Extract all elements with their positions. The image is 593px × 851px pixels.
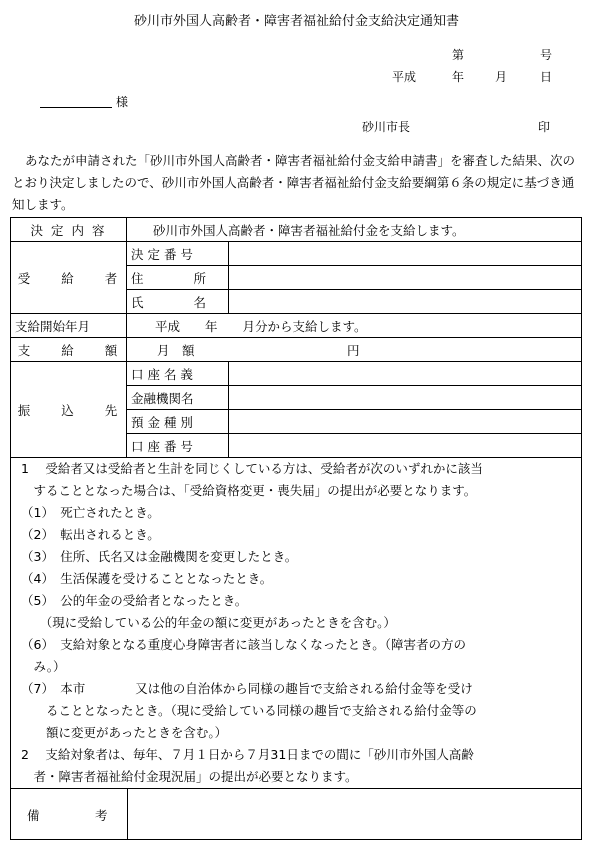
start-label: 支給開始年月 (11, 314, 127, 338)
account-number-label: 口 座 番 号 (127, 434, 229, 458)
monthly-label: 月 額 (157, 342, 195, 358)
date-year: 年 (452, 70, 465, 84)
remarks-label-cell (11, 789, 128, 839)
note-line: み。） (21, 659, 66, 674)
account-name-value (229, 362, 582, 386)
note-line: することとなった場合は、「受給資格変更・喪失届」の提出が必要となります。 (21, 483, 477, 498)
decision-number-value (229, 242, 582, 266)
notes-section (10, 437, 582, 789)
addressee-line (40, 93, 112, 108)
start-value: 平成 年 月分から支給します。 (127, 314, 582, 338)
note-line: 者・障害者福祉給付金現況届」の提出が必要となります。 (21, 769, 358, 784)
note-line: （5） 公的年金の受給者となったとき。 (21, 593, 248, 608)
note-line: （6） 支給対象となる重度心身障害者に該当しなくなったとき。（障害者の方の (21, 637, 466, 652)
note-line: （現に受給している公的年金の額に変更があったときを含む。） (21, 615, 396, 630)
recipient-label: 受 給 者 (11, 242, 127, 314)
note-line: 額に変更があったときを含む。） (21, 725, 228, 740)
date-day: 日 (540, 70, 553, 84)
transfer-label: 振 込 先 (11, 362, 127, 458)
number-dai: 第 (452, 48, 465, 62)
note-line: （1） 死亡されたとき。 (21, 505, 160, 520)
addressee-suffix: 様 (116, 95, 129, 109)
address-label: 住 所 (127, 266, 229, 290)
decision-number-label: 決 定 番 号 (127, 242, 229, 266)
number-go: 号 (540, 48, 553, 62)
decision-label: 決 定 内 容 (11, 218, 127, 242)
note-line: 1 受給者又は受給者と生計を同じくしている方は、受給者が次のいずれかに該当 (21, 461, 483, 476)
remarks-box (10, 788, 582, 840)
account-name-label: 口 座 名 義 (127, 362, 229, 386)
note-line: 2 支給対象者は、毎年、７月１日から７月31日までの間に「砂川市外国人高齢 (21, 747, 474, 762)
document-title: 砂川市外国人高齢者・障害者福祉給付金支給決定通知書 (133, 14, 459, 29)
date-month: 月 (495, 70, 508, 84)
note-line: （4） 生活保護を受けることとなったとき。 (21, 571, 273, 586)
note-line: （3） 住所、氏名又は金融機関を変更したとき。 (21, 549, 298, 564)
remarks-label-2: 考 (95, 808, 108, 823)
date-era: 平成 (392, 70, 417, 84)
note-line: ることとなったとき。（現に受給している同様の趣旨で支給される給付金等の (21, 703, 477, 718)
remarks-label-1: 備 (27, 808, 40, 823)
name-label: 氏 名 (127, 290, 229, 314)
note-line: （7） 本市 又は他の自治体から同様の趣旨で支給される給付金等を受け (21, 681, 473, 696)
intro-paragraph: あなたが申請された「砂川市外国人高齢者・障害者福祉給付金支給申請書」を審査した結果、次のとおり決定しましたので、砂川市外国人高齢者・障害者福祉給付金支給要綱第６条の規定に基づき通知します。 (12, 153, 576, 212)
bank-label: 金融機関名 (127, 386, 229, 410)
amount-label: 支 給 額 (11, 338, 127, 362)
seal-mark: 印 (538, 120, 551, 134)
yen-label: 円 (347, 342, 360, 358)
decision-table (10, 217, 582, 458)
name-value (229, 290, 582, 314)
address-value (229, 266, 582, 290)
amount-value (127, 338, 582, 362)
deposit-type-value (229, 410, 582, 434)
decision-value: 砂川市外国人高齢者・障害者福祉給付金を支給します。 (127, 218, 582, 242)
issuer: 砂川市長 (362, 120, 411, 134)
bank-value (229, 386, 582, 410)
note-line: （2） 転出されるとき。 (21, 527, 160, 542)
deposit-type-label: 預 金 種 別 (127, 410, 229, 434)
